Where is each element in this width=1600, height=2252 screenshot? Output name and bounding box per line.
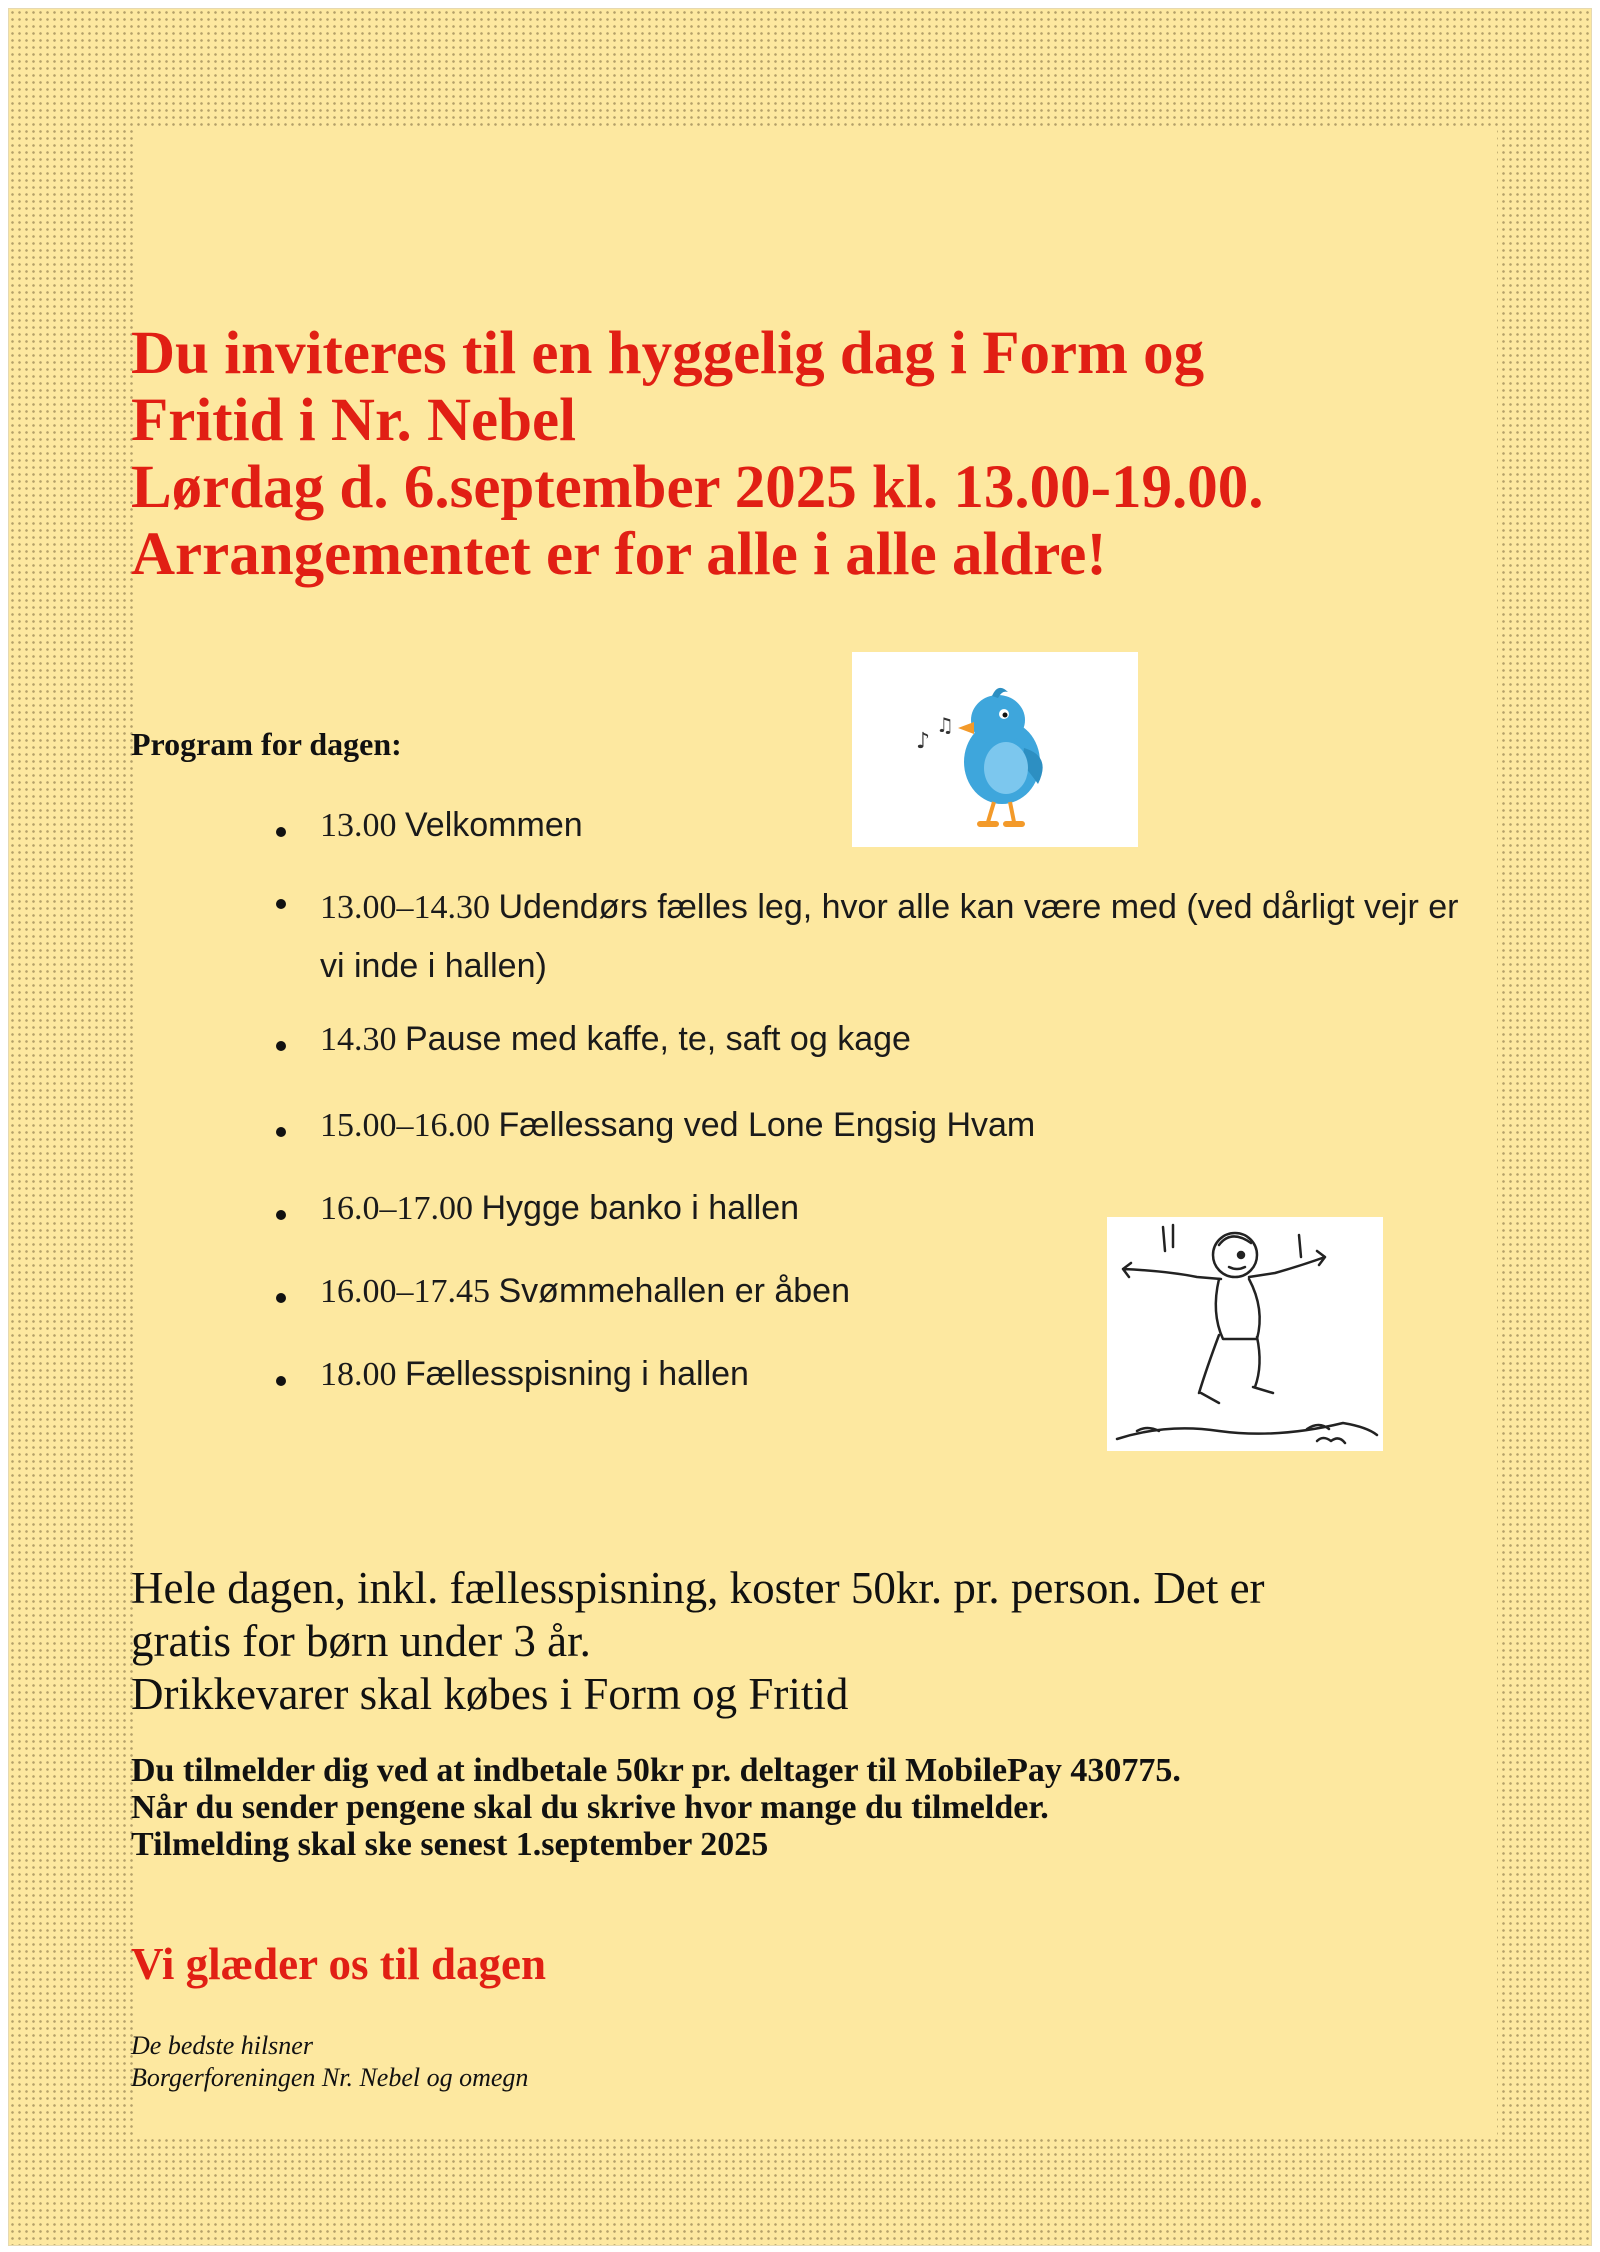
signup-line: Tilmelding skal ske senest 1.september 2025 <box>131 1826 769 1863</box>
jumping-child-illustration <box>1107 1217 1383 1451</box>
program-description: Velkommen <box>405 806 583 844</box>
svg-text:♪: ♪ <box>916 729 931 754</box>
greeting <box>131 2030 528 2094</box>
program-description: Hygge banko i hallen <box>481 1189 800 1227</box>
jumping-child-sketch-icon <box>1107 1217 1383 1451</box>
signup-info <box>131 1752 1471 1863</box>
greeting-line: Borgerforeningen Nr. Nebel og omegn <box>131 2063 529 2092</box>
program-time: 16.00–17.45 <box>320 1273 490 1310</box>
headline-line: Lørdag d. 6.september 2025 kl. 13.00-19.00. <box>131 454 1264 521</box>
headline <box>131 320 1451 588</box>
program-description: Pause med kaffe, te, saft og kage <box>405 1020 911 1058</box>
program-title: Program for dagen: <box>131 726 402 762</box>
program-time: 18.00 <box>320 1356 397 1393</box>
program-time: 15.00–16.00 <box>320 1107 490 1144</box>
headline-line: Du inviteres til en hyggelig dag i Form og <box>131 320 1205 387</box>
signup-line: Du tilmelder dig ved at indbetale 50kr pr. deltager til MobilePay 430775. <box>131 1752 1181 1789</box>
program-item <box>262 1106 1462 1189</box>
program-time: 13.00–14.30 <box>320 889 490 926</box>
price-info <box>131 1562 1471 1721</box>
price-line: Drikkevarer skal købes i Form og Fritid <box>131 1669 849 1719</box>
headline-line: Arrangementet er for alle i alle aldre! <box>131 521 1107 588</box>
program-item <box>262 1020 1462 1106</box>
svg-text:♫: ♫ <box>936 713 954 737</box>
greeting-line: De bedste hilsner <box>131 2031 313 2060</box>
program-time: 13.00 <box>320 807 397 844</box>
price-line: gratis for børn under 3 år. <box>131 1616 591 1666</box>
signup-line: Når du sender pengene skal du skrive hvor mange du tilmelder. <box>131 1789 1049 1826</box>
headline-line: Fritid i Nr. Nebel <box>131 387 577 454</box>
program-description: Udendørs fælles leg, hvor alle kan være med (ved dårligt vejr er vi inde i hallen) <box>320 888 1459 985</box>
program-description: Svømmehallen er åben <box>498 1272 851 1310</box>
program-time: 16.0–17.00 <box>320 1190 473 1227</box>
closing-line: Vi glæder os til dagen <box>131 1939 547 1989</box>
program-time: 14.30 <box>320 1021 397 1058</box>
program-description: Fællessang ved Lone Engsig Hvam <box>498 1106 1036 1144</box>
price-line: Hele dagen, inkl. fællesspisning, koster 50kr. pr. person. Det er <box>131 1563 1265 1613</box>
program-description: Fællesspisning i hallen <box>405 1355 749 1393</box>
program-item <box>262 878 1462 1020</box>
